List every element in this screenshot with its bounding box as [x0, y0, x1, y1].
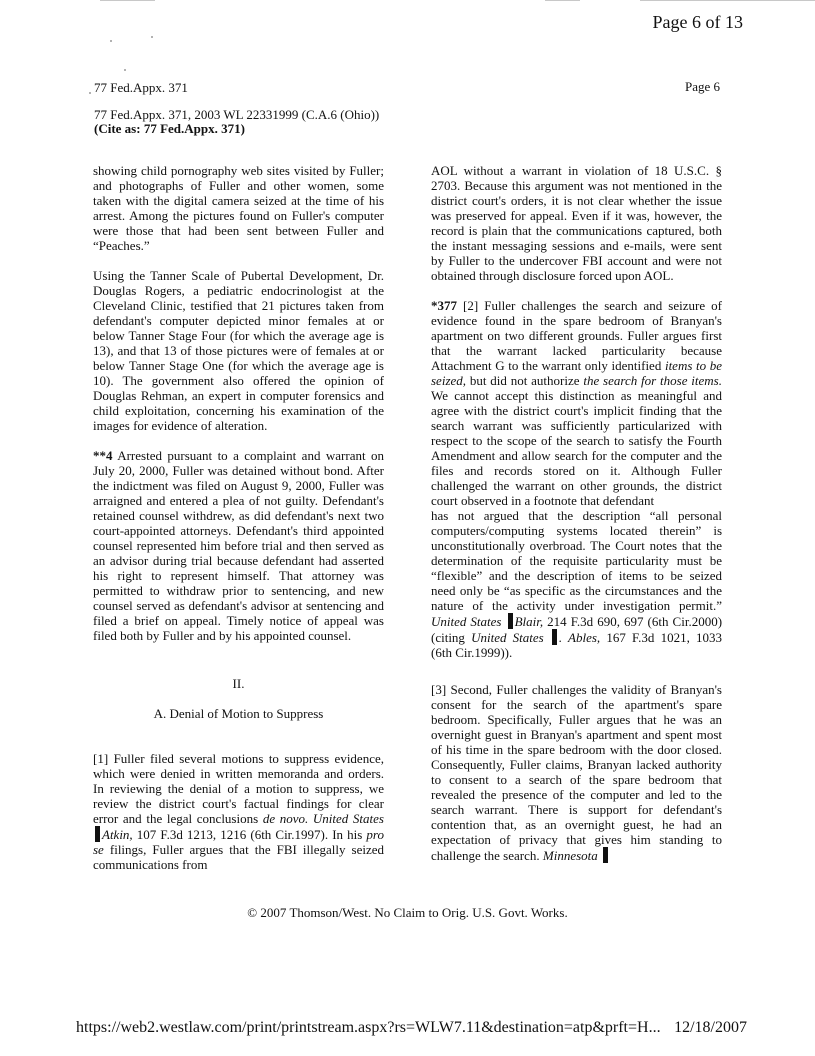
right-column	[431, 163, 722, 863]
block-quote: has not argued that the description “all personal computers/computing systems located therein” is unconstitutionally overbroad. The Court notes that the determination of the requisite particularity must be “flexible” and the description of items to be seized need only be “as specific as the circumstances and the nature of the activity under investigation permit.” United States Blair, 214 F.3d 690, 697 (6th Cir.2000) (citing United States . Ables, 167 F.3d 1021, 1033 (6th Cir.1999)).	[431, 508, 723, 660]
paragraph: Using the Tanner Scale of Pubertal Development, Dr. Douglas Rogers, a pediatric endocrinologist at the Cleveland Clinic, testified that 21 pictures taken from defendant's computer depicted minor females at or below Tanner Stage Four (for which the average age is 13), and that 13 of those pictures were of females at or below Tanner Stage One (for which the average age is 10). The government also offered the opinion of Douglas Rehman, an expert in computer forensics and child exploitation, concerning his examination of the images for evidence of alteration.	[93, 268, 384, 433]
star-page-marker: **4	[93, 448, 113, 463]
redaction-mark	[552, 629, 557, 645]
section-number: II.	[232, 676, 245, 691]
page-number: Page 6	[684, 79, 720, 94]
print-url: https://web2.westlaw.com/print/printstream.aspx?rs=WLW7.11&destination=atp&prft=H...	[76, 1019, 661, 1036]
paragraph: [1] Fuller filed several motions to suppress evidence, which were denied in written memoranda and orders. In reviewing the denial of a motion to suppress, we review the district court's factual findings for clear error and the legal conclusions de novo. United States Atkin, 107 F.3d 1213, 1216 (6th Cir.1997). In his pro se filings, Fuller argues that the FBI illegally seized communications from	[93, 751, 384, 872]
section-title: A. Denial of Motion to Suppress	[153, 706, 324, 721]
scan-speck	[110, 40, 112, 42]
redaction-mark	[603, 847, 608, 863]
star-page-marker: *377	[431, 298, 457, 313]
paragraph: showing child pornography web sites visited by Fuller; and photographs of Fuller and other women, some taken with the digital camera seized at the time of his arrest. Among the pictures found on Fuller's computer were those that had been sent between Fuller and “Peaches.”	[93, 163, 384, 253]
redaction-mark	[508, 613, 513, 629]
citation-full: 77 Fed.Appx. 371, 2003 WL 22331999 (C.A.6 (Ohio))	[94, 107, 380, 122]
top-rule	[0, 0, 815, 3]
page-label: Page 6 of 13	[652, 12, 743, 32]
print-date: 12/18/2007	[674, 1019, 747, 1036]
paragraph: AOL without a warrant in violation of 18 U.S.C. § 2703. Because this argument was not mentioned in the district court's orders, it is not clear whether the issue was preserved for appeal. Even if it was, however, the record is plain that the communications captured, both the instant messaging sessions and e-mails, were sent by Fuller to the undercover FBI account and were not obtained through disclosure forced upon AOL.	[431, 163, 722, 283]
scan-speck	[124, 69, 126, 71]
paragraph: [3] Second, Fuller challenges the validity of Branyan's consent for the search of the apartment's spare bedroom. Specifically, Fuller argues that he was an overnight guest in Branyan's apartment and spent most of his time in the spare bedroom with the door closed. Consequently, Fuller claims, Branyan lacked authority to consent to a search of the spare bedroom that revealed the presence of the computer and led to the search warrant. There is support for defendant's contention that, as an overnight guest, he had an expectation of privacy that gives him standing to challenge the search. Minnesota	[431, 682, 722, 863]
copyright-notice: © 2007 Thomson/West. No Claim to Orig. U.S. Govt. Works.	[247, 905, 568, 920]
paragraph: **4 Arrested pursuant to a complaint and warrant on July 20, 2000, Fuller was detained without bond. After the indictment was filed on August 9, 2000, Fuller was arraigned and entered a plea of not guilty. Defendant's retained counsel withdrew, as did defendant's next two court-appointed attorneys. Defendant's third appointed counsel represented him before trial and then served as an advisor during trial because defendant had asserted his right to represent himself. That attorney was permitted to withdraw prior to sentencing, and new counsel served as defendant's advisor at sentencing and filed a brief on appeal. Timely notice of appeal was filed both by Fuller and by his appointed counsel.	[93, 448, 384, 643]
paragraph: *377 [2] Fuller challenges the search and seizure of evidence found in the spare bedroom of Branyan's apartment on two different grounds. Fuller argues first that the warrant lacked particularity because Attachment G to the warrant only identified items to be seized, but did not authorize the search for those items. We cannot accept this distinction as meaningful and agree with the district court's implicit finding that the search warrant was sufficiently particularized with respect to the scope of the search to satisfy the Fourth Amendment and allow search for the computer and the files and records stored on it. Although Fuller challenged the warrant on other grounds, the district court observed in a footnote that defendant	[431, 298, 723, 508]
scan-speck	[89, 92, 91, 94]
citation-cite-as: (Cite as: 77 Fed.Appx. 371)	[94, 121, 245, 136]
left-column	[93, 163, 384, 872]
citation-reporter: 77 Fed.Appx. 371	[94, 80, 188, 95]
redaction-mark	[95, 826, 100, 842]
scan-speck	[151, 36, 153, 38]
